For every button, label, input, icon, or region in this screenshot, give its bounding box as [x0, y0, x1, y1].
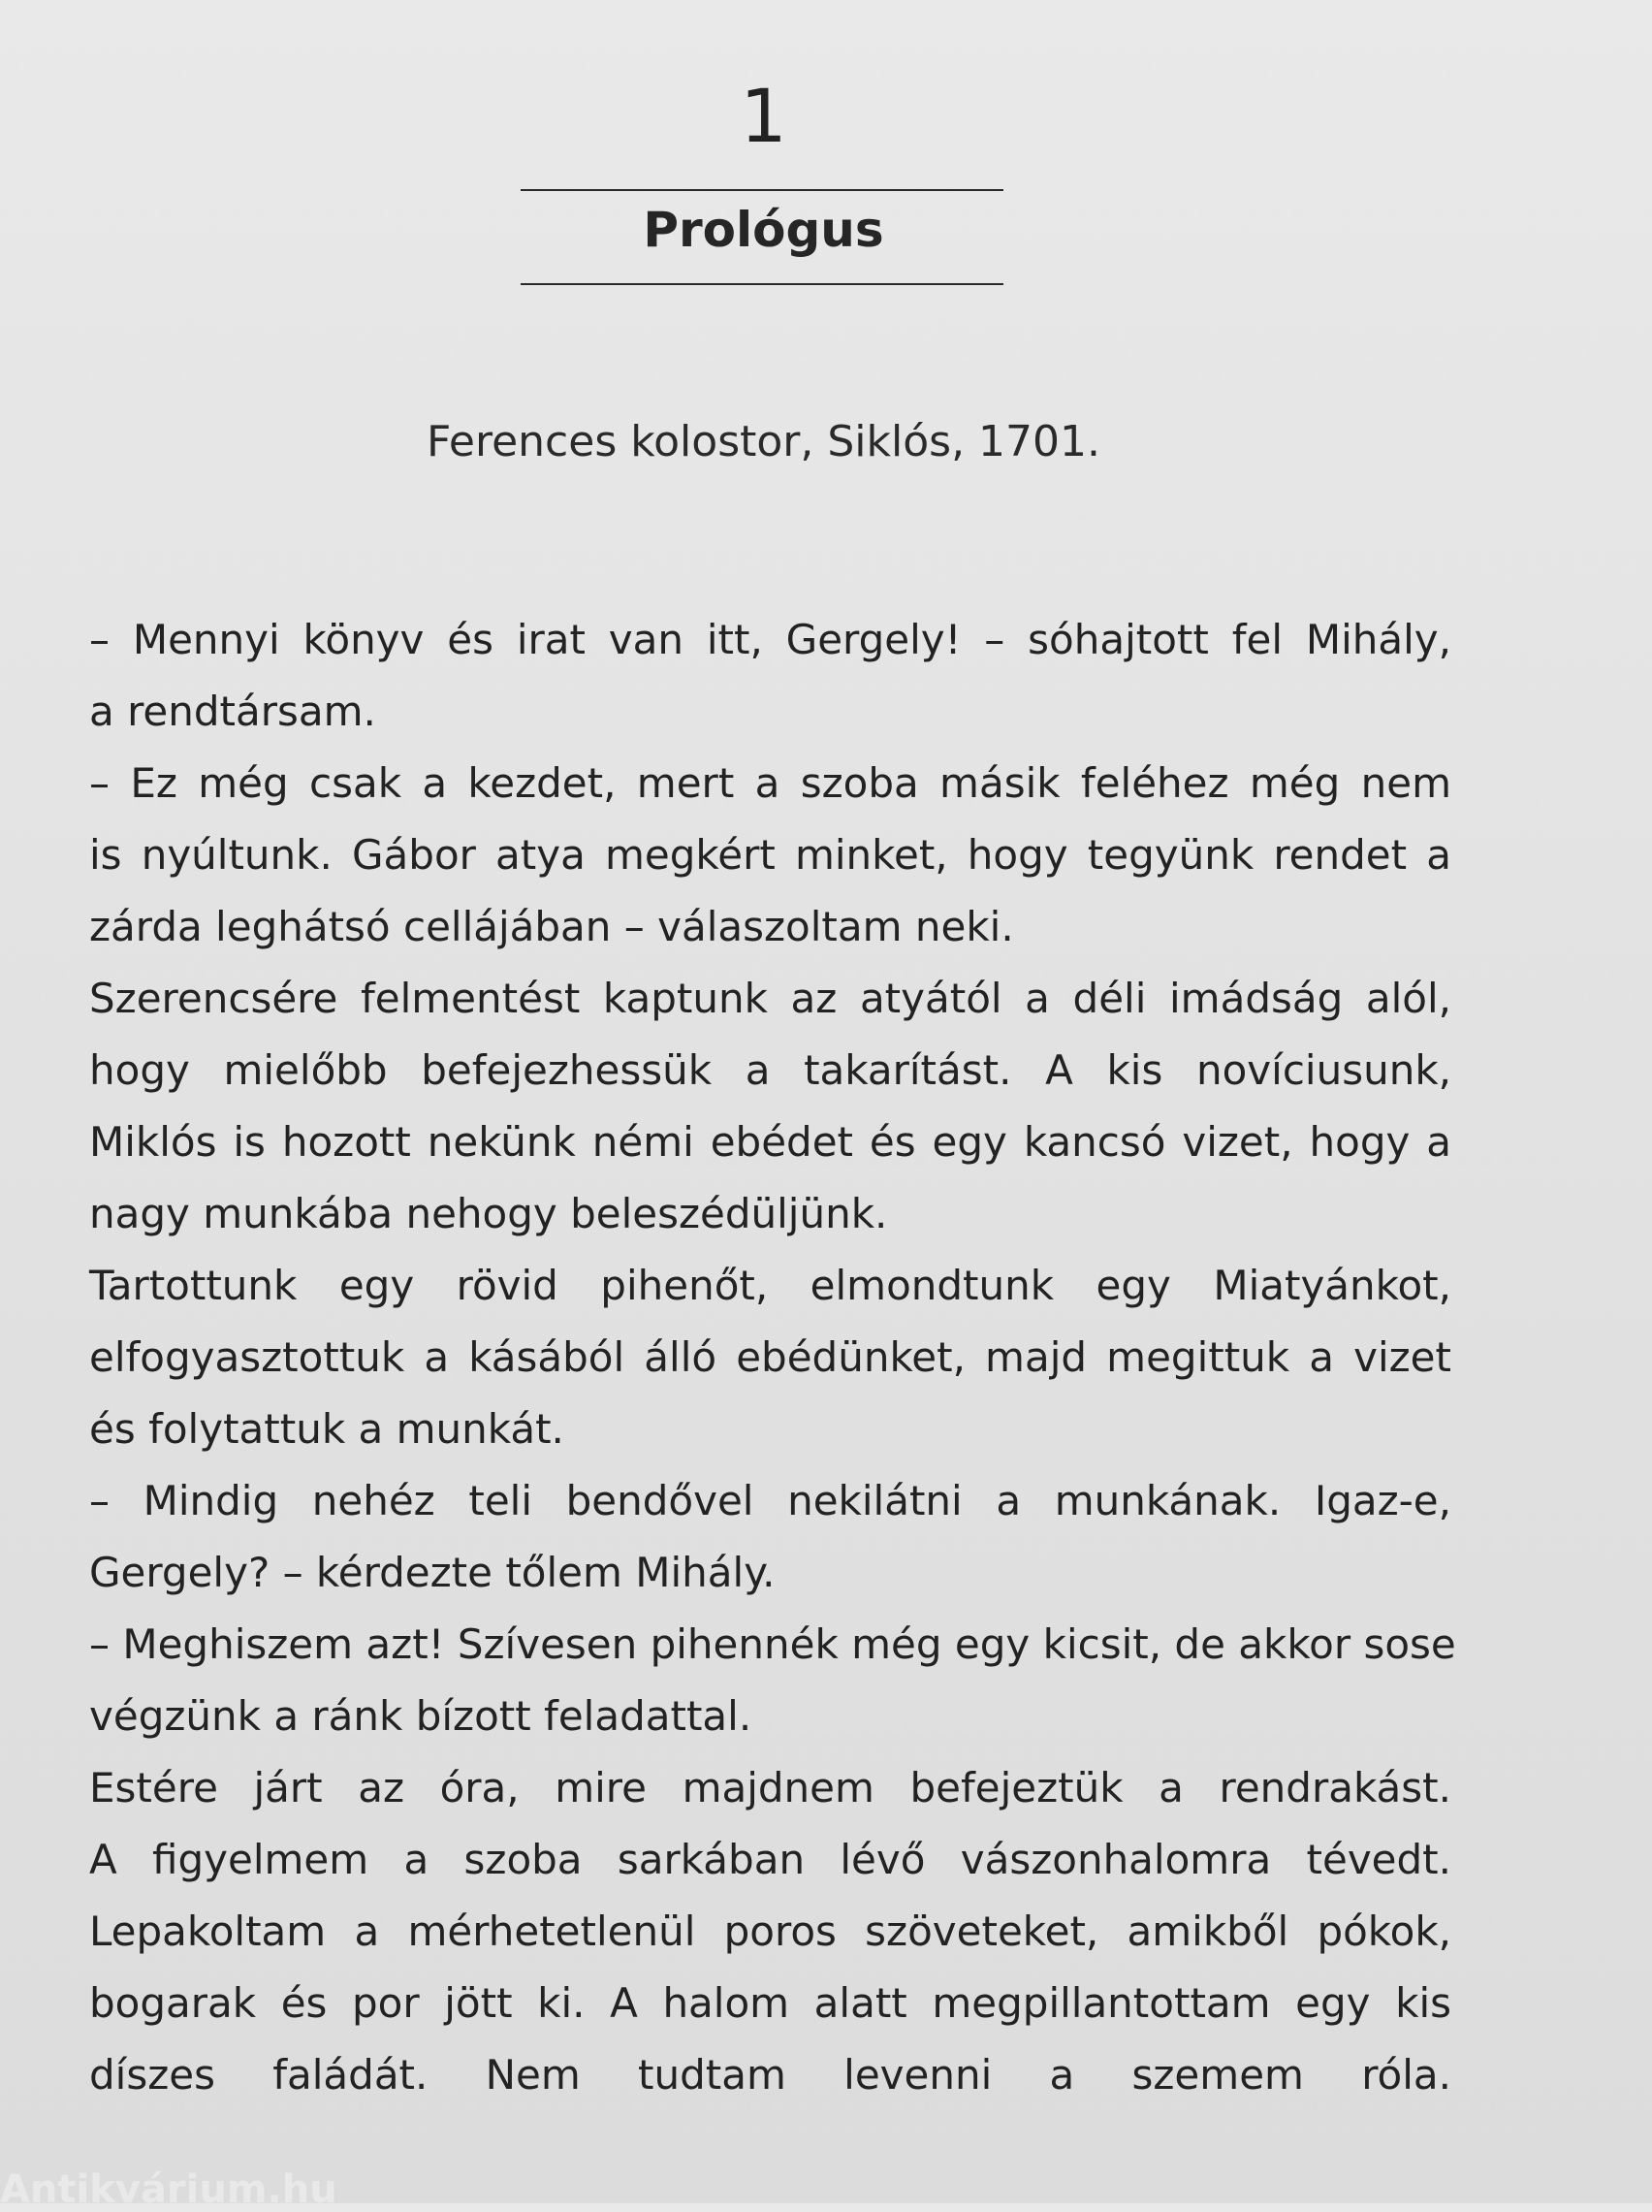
text-line: Miklós is hozott nekünk némi ebédet és egy kancsó vizet, hogy a [89, 1118, 1451, 1166]
text-line: A figyelmem a szoba sarkában lévő vászonhalomra tévedt. [89, 1836, 1451, 1883]
watermark: Antikvárium.hu [0, 2167, 337, 2212]
text-line: zárda leghátsó cellájában – válaszoltam neki. [89, 903, 1014, 950]
text-line: nagy munkába nehogy beleszédüljünk. [89, 1190, 888, 1237]
text-line: – Mindig nehéz teli bendővel nekilátni a munkának. Igaz-e, [89, 1477, 1451, 1524]
chapter-title: Prológus [643, 202, 884, 258]
title-rule-top [521, 189, 1003, 191]
text-line: díszes faládát. Nem tudtam levenni a szemem róla. [89, 2051, 1451, 2099]
text-line: Szerencsére felmentést kaptunk az atyától a déli imádság alól, [89, 975, 1451, 1022]
body-text [89, 604, 1456, 2111]
text-line: – Mennyi könyv és irat van itt, Gergely! – sóhajtott fel Mihály, [89, 616, 1451, 663]
text-line: hogy mielőbb befejezhessük a takarítást. A kis novíciusunk, [89, 1046, 1451, 1094]
text-line: végzünk a ránk bízott feladattal. [89, 1692, 752, 1740]
text-line: Estére járt az óra, mire majdnem befejeztük a rendrakást. [89, 1764, 1451, 1811]
text-line: a rendtársam. [89, 688, 376, 735]
text-line: Lepakoltam a mérhetetlenül poros szöveteket, amikből pókok, [89, 1907, 1451, 1955]
text-line: elfogyasztottuk a kásából álló ebédünket, majd megittuk a vizet [89, 1333, 1451, 1381]
text-line: Tartottunk egy rövid pihenőt, elmondtunk egy Miatyánkot, [89, 1262, 1451, 1309]
location-line: Ferences kolostor, Siklós, 1701. [427, 417, 1100, 466]
chapter-number: 1 [740, 73, 787, 159]
text-line: – Ez még csak a kezdet, mert a szoba másik feléhez még nem [89, 759, 1451, 807]
text-line: bogarak és por jött ki. A halom alatt megpillantottam egy kis [89, 1979, 1451, 2027]
text-line: és folytattuk a munkát. [89, 1405, 564, 1453]
title-rule-bottom [521, 283, 1003, 285]
text-line: is nyúltunk. Gábor atya megkért minket, hogy tegyünk rendet a [89, 831, 1451, 879]
text-line: Gergely? – kérdezte tőlem Mihály. [89, 1549, 776, 1596]
text-line: – Meghiszem azt! Szívesen pihennék még egy kicsit, de akkor sose [89, 1620, 1456, 1668]
